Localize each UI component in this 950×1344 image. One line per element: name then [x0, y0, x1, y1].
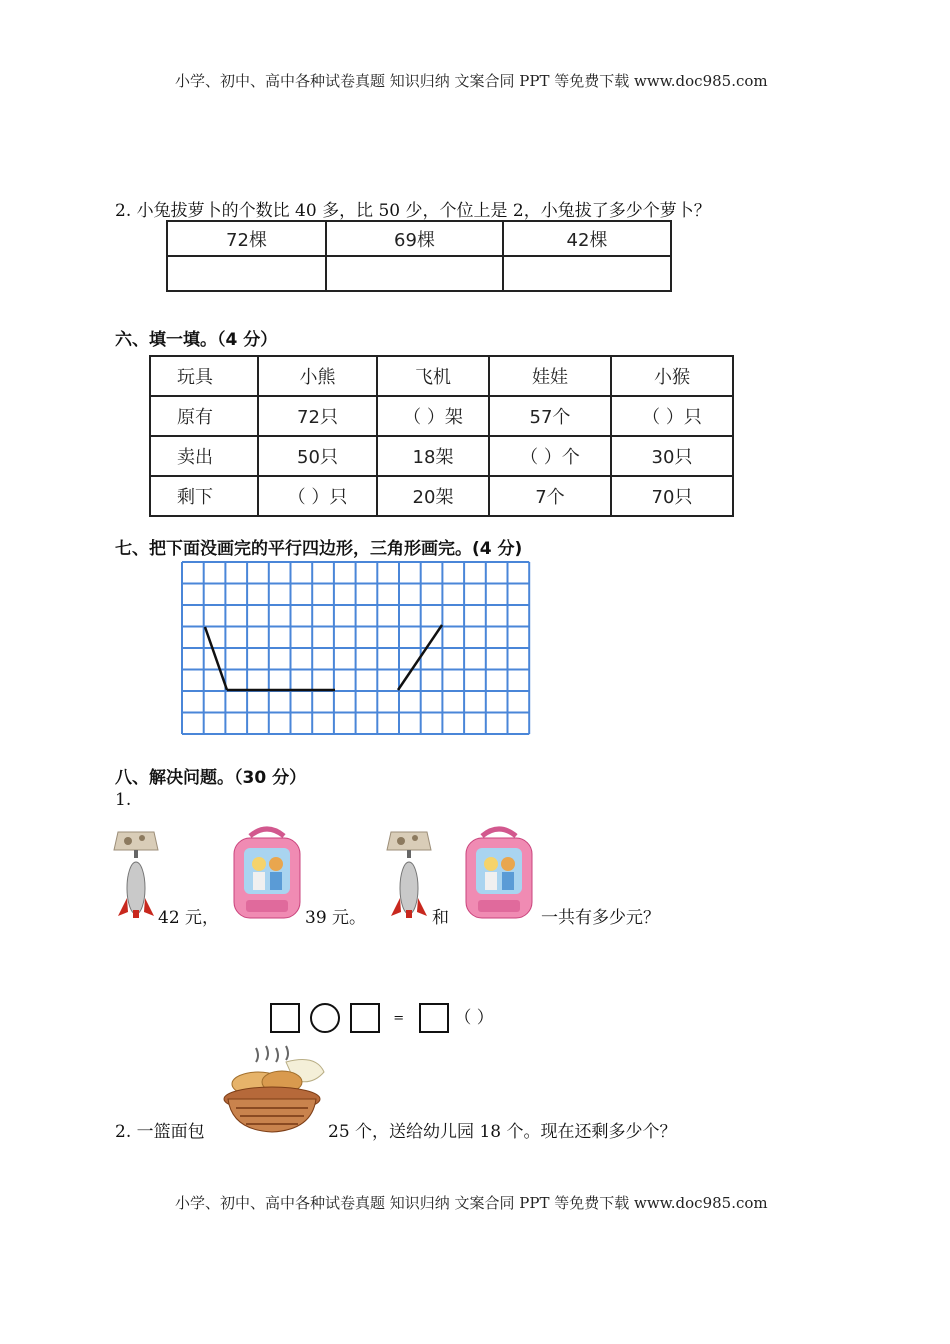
- equals-sign: =: [393, 1010, 405, 1026]
- answer-cell[interactable]: [326, 256, 503, 291]
- bread-basket-image: [216, 1044, 328, 1136]
- rocket-lamp-image: [112, 828, 160, 920]
- table-cell: 30只: [611, 436, 733, 476]
- header-cell: 小熊: [258, 356, 377, 396]
- page-footer: 小学、初中、高中各种试卷真题 知识归纳 文案合同 PPT 等免费下载 www.doc985.com: [175, 1194, 768, 1212]
- rocket-price: 42 元，: [158, 908, 220, 928]
- carrot-options-table: [166, 220, 672, 292]
- answer-cell[interactable]: [503, 256, 671, 291]
- table-cell-blank[interactable]: （ ）架: [377, 396, 489, 436]
- table-row: [150, 396, 733, 436]
- table-cell-blank[interactable]: （ ）只: [611, 396, 733, 436]
- option-cell: 42棵: [503, 221, 671, 256]
- row-label: 原有: [150, 396, 258, 436]
- backpack-price: 39 元。: [305, 908, 367, 928]
- rocket-lamp-image: [385, 828, 433, 920]
- operator-circle[interactable]: [310, 1003, 340, 1033]
- table-cell: 20架: [377, 476, 489, 516]
- table-cell-blank[interactable]: （ ）个: [489, 436, 611, 476]
- header-cell: 飞机: [377, 356, 489, 396]
- table-cell: 18架: [377, 436, 489, 476]
- table-row: [150, 436, 733, 476]
- table-cell: 72只: [258, 396, 377, 436]
- equation-row: [270, 1003, 494, 1033]
- and-word: 和: [432, 908, 449, 928]
- table-cell: 70只: [611, 476, 733, 516]
- unit-blank[interactable]: （ ）: [454, 1008, 494, 1028]
- backpack-image: [460, 826, 538, 920]
- number-box[interactable]: [350, 1003, 380, 1033]
- page-header: 小学、初中、高中各种试卷真题 知识归纳 文案合同 PPT 等免费下载 www.doc985.com: [175, 72, 768, 90]
- parallelogram-side-line: [205, 627, 227, 690]
- table-row: [150, 476, 733, 516]
- section-7-title: 七、把下面没画完的平行四边形，三角形画完。(4 分): [115, 539, 523, 559]
- backpack-image: [228, 826, 306, 920]
- section-8-title: 八、解决问题。（30 分）: [115, 768, 307, 788]
- header-cell: 玩具: [150, 356, 258, 396]
- answer-cell[interactable]: [167, 256, 326, 291]
- question-2-suffix: 25 个，送给幼儿园 18 个。现在还剩多少个？: [328, 1122, 677, 1142]
- drawing-grid[interactable]: [180, 560, 532, 738]
- question-1-number: 1.: [115, 790, 132, 810]
- option-cell: 72棵: [167, 221, 326, 256]
- row-label: 卖出: [150, 436, 258, 476]
- result-box[interactable]: [419, 1003, 449, 1033]
- row-label: 剩下: [150, 476, 258, 516]
- table-cell-blank[interactable]: （ ）只: [258, 476, 377, 516]
- question-2-prefix: 2. 一篮面包: [115, 1122, 205, 1142]
- table-header-row: [150, 356, 733, 396]
- header-cell: 娃娃: [489, 356, 611, 396]
- question-1-text: 一共有多少元？: [541, 908, 660, 928]
- toy-table: [149, 355, 734, 517]
- header-cell: 小猴: [611, 356, 733, 396]
- option-cell: 69棵: [326, 221, 503, 256]
- table-cell: 50只: [258, 436, 377, 476]
- table-cell: 57个: [489, 396, 611, 436]
- section-6-title: 六、填一填。（4 分）: [115, 330, 278, 350]
- question-carrot-text: 2. 小兔拔萝卜的个数比 40 多，比 50 少，个位上是 2，小兔拔了多少个萝卜？: [115, 201, 711, 221]
- number-box[interactable]: [270, 1003, 300, 1033]
- table-cell: 7个: [489, 476, 611, 516]
